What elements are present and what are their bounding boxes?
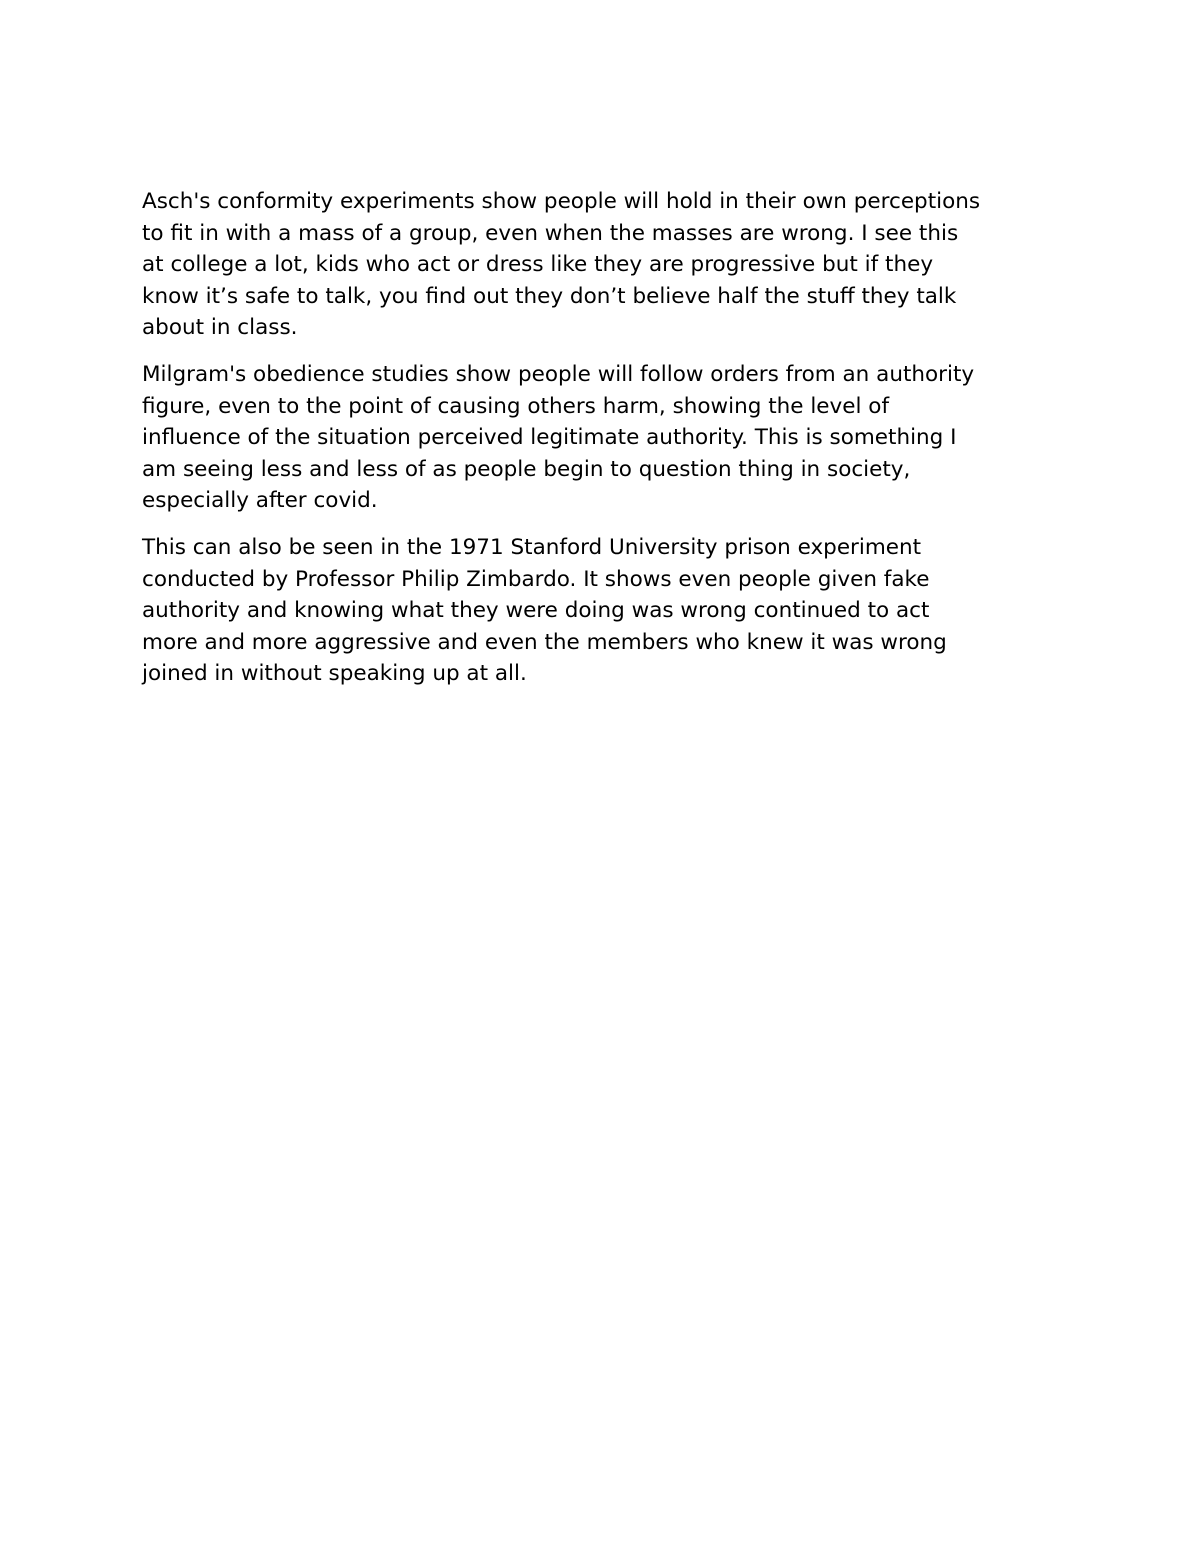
document-body (142, 186, 1067, 705)
text-line: This can also be seen in the 1971 Stanford University prison experiment (142, 534, 922, 560)
text-line: am seeing less and less of as people begin to question thing in society, (142, 456, 911, 482)
text-line: influence of the situation perceived legitimate authority. This is something I (142, 425, 957, 451)
text-line: joined in without speaking up at all. (142, 661, 527, 687)
text-line: about in class. (142, 315, 298, 341)
paragraph-stanford (142, 532, 1067, 690)
text-line: at college a lot, kids who act or dress like they are progressive but if they (142, 252, 934, 278)
paragraph-milgram (142, 359, 1067, 517)
text-line: to fit in with a mass of a group, even when the masses are wrong. I see this (142, 220, 959, 246)
text-line: conducted by Professor Philip Zimbardo. It shows even people given fake (142, 566, 930, 592)
text-line: figure, even to the point of causing others harm, showing the level of (142, 393, 890, 419)
text-line: especially after covid. (142, 488, 378, 514)
text-line: more and more aggressive and even the members who knew it was wrong (142, 629, 947, 655)
text-line: authority and knowing what they were doing was wrong continued to act (142, 598, 930, 624)
text-line: Asch's conformity experiments show people will hold in their own perceptions (142, 189, 981, 214)
text-line: Milgram's obedience studies show people will follow orders from an authority (142, 361, 975, 387)
paragraph-asch (142, 186, 1067, 344)
text-line: know it’s safe to talk, you find out they don’t believe half the stuff they talk (142, 283, 957, 309)
